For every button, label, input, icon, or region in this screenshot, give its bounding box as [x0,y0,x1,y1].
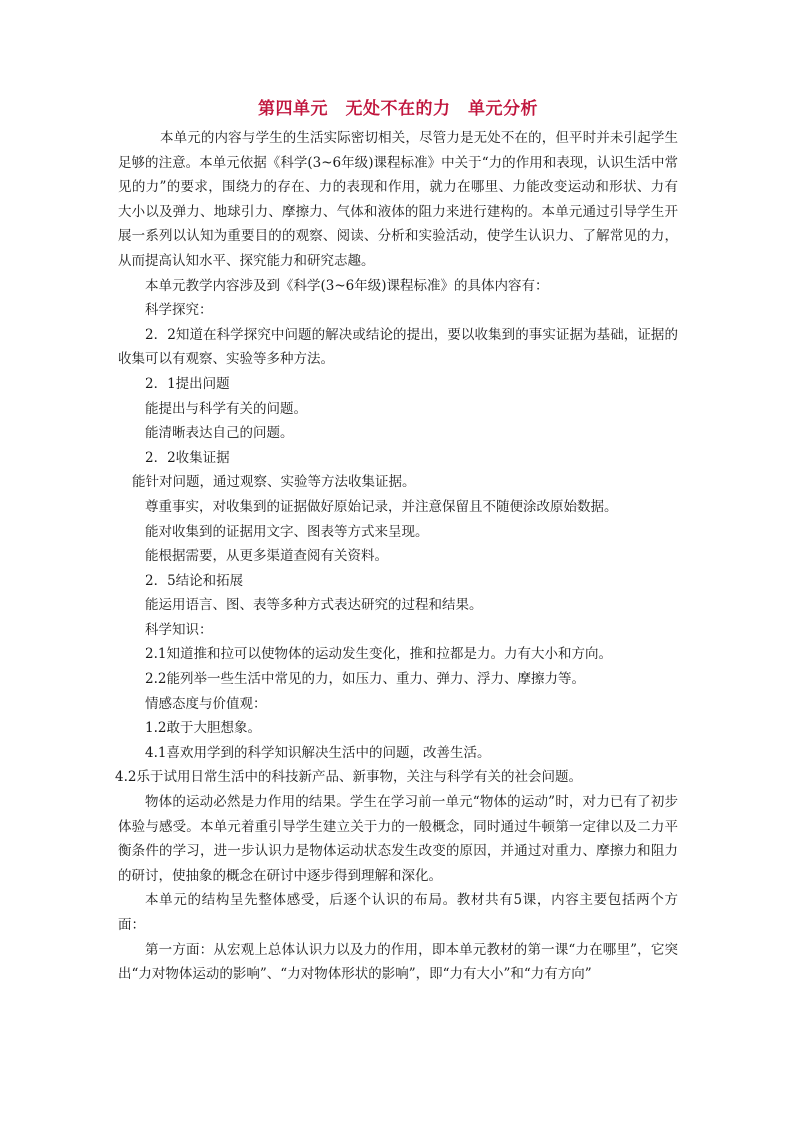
paragraph-motion-force: 物体的运动必然是力作用的结果。学生在学习前一单元“物体的运动”时，对力已有了初步体验与感受。本单元着重引导学生建立关于力的一般概念，同时通过牛顿第一定律以及二力平衡条件的学习，进一步认识力是物体运动状态发生改变的原因，并通过对重力、摩擦力和阻力的研讨，使抽象的概念在研讨中逐步得到理解和深化。 [118,794,678,884]
item-collect-evidence-3: 能对收集到的证据用文字、图表等方式来呈现。 [145,523,429,540]
section-heading-inquiry: 科学探究： [145,302,213,319]
document-page [115,96,678,987]
paragraph-intro: 本单元的内容与学生的生活实际密切相关，尽管力是无处不在的，但平时并未引起学生足够的注意。本单元依据《科学(3~6年级)课程标准》中关于“力的作用和表现，认识生活中常见的力”的要求，围绕力的存在、力的表现和作用，就力在哪里、力能改变运动和形状、力有大小以及弹力、地球引力、摩擦力、气体和液体的阻力来进行建构的。本单元通过引导学生开展一系列以认知为重要目的的观察、阅读、分析和实验活动，使学生认识力、了解常见的力，从而提高认知水平、探究能力和研究志趣。 [118,130,678,269]
paragraph-inquiry-2-2: 2．2知道在科学探究中问题的解决或结论的提出，要以收集到的事实证据为基础，证据的收集可以有观察、实验等多种方法。 [118,326,678,368]
item-attitude-4-2: 4.2乐于试用日常生活中的科技新产品、新事物，关注与科学有关的社会问题。 [115,769,582,786]
item-knowledge-2-2: 2.2能列举一些生活中常见的力，如压力、重力、弹力、浮力、摩擦力等。 [145,671,585,688]
paragraph-standards-intro: 本单元教学内容涉及到《科学(3~6年级)课程标准》的具体内容有： [145,277,549,294]
item-collect-evidence-2: 尊重事实，对收集到的证据做好原始记录，并注意保留且不随便涂改原始数据。 [145,498,618,515]
item-attitude-4-1: 4.1喜欢用学到的科学知识解决生活中的问题，改善生活。 [145,744,491,761]
item-attitude-1-2: 1.2敢于大胆想象。 [145,720,261,737]
document-title: 第四单元 无处不在的力 单元分析 [258,99,538,119]
item-ask-questions-2: 能清晰表达自己的问题。 [145,425,294,442]
item-conclusion-1: 能运用语言、图、表等多种方式表达研究的过程和结果。 [145,597,483,614]
item-collect-evidence-4: 能根据需要，从更多渠道查阅有关资料。 [145,548,388,565]
item-ask-questions-1: 能提出与科学有关的问题。 [145,400,307,417]
item-collect-evidence-1: 能针对问题，通过观察、实验等方法收集证据。 [132,474,416,491]
paragraph-first-aspect: 第一方面：从宏观上总体认识力以及力的作用，即本单元教材的第一课“力在哪里”，它突出“力对物体运动的影响”、“力对物体形状的影响”，即“力有大小”和“力有方向” [118,941,678,983]
section-heading-attitude: 情感态度与价值观： [145,695,267,712]
section-heading-knowledge: 科学知识： [145,621,213,638]
item-conclusion: 2．5结论和拓展 [145,572,244,589]
item-collect-evidence: 2．2收集证据 [145,449,230,466]
paragraph-structure: 本单元的结构呈先整体感受，后逐个认识的布局。教材共有5课，内容主要包括两个方面： [118,892,678,933]
item-knowledge-2-1: 2.1知道推和拉可以使物体的运动发生变化，推和拉都是力。力有大小和方向。 [145,646,612,663]
item-ask-questions: 2．1提出问题 [145,375,230,392]
